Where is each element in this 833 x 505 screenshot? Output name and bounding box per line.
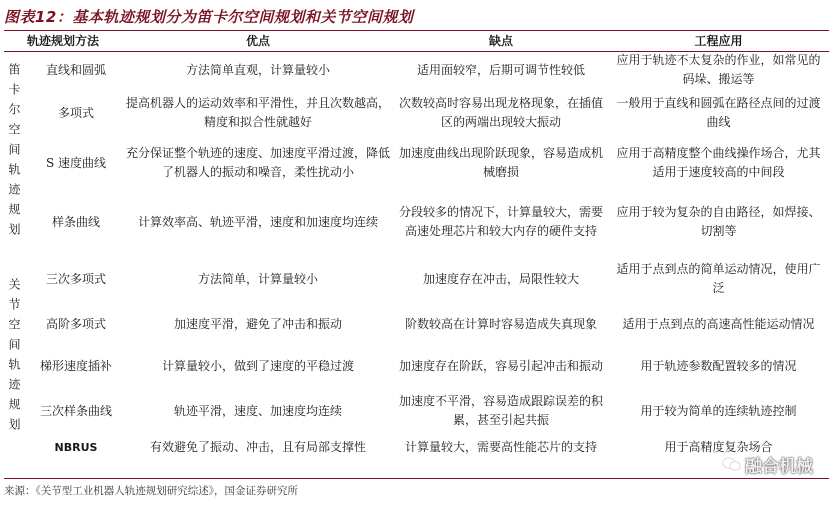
row-application: 适用于点到点的高速高性能运动情况 <box>622 316 815 331</box>
row-method: 梯形速度插补 <box>40 358 113 373</box>
row-cons: 适用面较窄，后期可调节性较低 <box>417 62 586 77</box>
row-application: 一般用于直线和圆弧在路径点间的过渡曲线 <box>616 96 821 129</box>
table-row <box>4 387 829 435</box>
group-cartesian-label: 笛卡尔空间轨迹规划 <box>7 63 21 243</box>
row-method: 高阶多项式 <box>46 316 107 331</box>
table-row <box>4 51 829 89</box>
watermark <box>723 452 813 476</box>
table-row <box>4 89 829 137</box>
table-row <box>4 303 829 345</box>
wechat-icon <box>723 457 741 471</box>
row-cons: 次数较高时容易出现龙格现象，在插值区的两端出现较大振动 <box>399 96 604 129</box>
source-note: 来源：《关节型工业机器人轨迹规划研究综述》，国金证券研究所 <box>4 485 298 497</box>
header-cons: 缺点 <box>489 33 514 48</box>
row-pros: 轨迹平滑，速度、加速度均连续 <box>174 403 343 418</box>
group-joint-label: 关节空间轨迹规划 <box>7 277 21 438</box>
row-method: 三次样条曲线 <box>40 403 113 418</box>
bottom-rule <box>4 478 829 479</box>
group-joint-cell <box>4 255 30 460</box>
row-method: 直线和圆弧 <box>46 62 107 77</box>
row-application: 用于轨迹参数配置较多的情况 <box>640 358 797 373</box>
header-application: 工程应用 <box>694 33 743 48</box>
row-method: NBRUS <box>54 441 98 454</box>
row-pros: 有效避免了振动、冲击，且有局部支撑性 <box>150 440 367 454</box>
row-cons: 分段较多的情况下，计算量较大，需要高速处理芯片和较大内存的硬件支持 <box>399 205 604 238</box>
group-cartesian-cell <box>4 51 30 255</box>
row-pros: 加速度平滑，避免了冲击和振动 <box>174 316 343 331</box>
row-application: 适用于点到点的简单运动情况，使用广泛 <box>616 262 821 295</box>
row-cons: 计算量较大，需要高性能芯片的支持 <box>405 440 598 454</box>
row-method: 三次多项式 <box>46 271 107 286</box>
row-application: 应用于轨迹不太复杂的作业，如常见的码垛、搬运等 <box>616 53 821 86</box>
table-row <box>4 189 829 255</box>
row-application: 应用于高精度整个曲线操作场合，尤其适用于速度较高的中间段 <box>616 146 821 179</box>
row-method: S 速度曲线 <box>45 155 107 170</box>
table-row <box>4 345 829 387</box>
row-pros: 计算效率高、轨迹平滑，速度和加速度均连续 <box>138 214 379 229</box>
row-application: 用于高精度复杂场合 <box>664 440 773 454</box>
table-row <box>4 435 829 460</box>
row-cons: 加速度存在冲击，局限性较大 <box>423 271 580 286</box>
header-method: 轨迹规划方法 <box>27 33 100 48</box>
row-pros: 方法简单直观，计算量较小 <box>186 62 331 77</box>
row-pros: 提高机器人的运动效率和平滑性，并且次数越高，精度和拟合性就越好 <box>126 96 391 129</box>
table-row <box>4 137 829 189</box>
row-method: 多项式 <box>58 105 95 120</box>
row-cons: 加速度不平滑，容易造成跟踪误差的积累，甚至引起共振 <box>399 394 604 427</box>
row-method: 样条曲线 <box>52 214 101 229</box>
table-row <box>4 255 829 303</box>
header-pros: 优点 <box>246 33 271 48</box>
row-cons: 加速度存在阶跃，容易引起冲击和振动 <box>399 358 604 373</box>
row-pros: 计算量较小，做到了速度的平稳过渡 <box>162 358 355 373</box>
trajectory-planning-table <box>4 31 829 460</box>
row-pros: 充分保证整个轨迹的速度、加速度平滑过渡，降低了机器人的振动和噪音，柔性扰动小 <box>126 146 391 179</box>
figure-title: 图表12：基本轨迹规划分为笛卡尔空间规划和关节空间规划 <box>4 8 414 26</box>
watermark-text: 融合机械 <box>745 456 813 477</box>
row-application: 用于较为简单的连续轨迹控制 <box>640 403 797 418</box>
row-pros: 方法简单，计算量较小 <box>198 271 319 286</box>
row-application: 应用于较为复杂的自由路径，如焊接、切割等 <box>616 205 821 238</box>
table-header-row <box>4 31 829 51</box>
row-cons: 阶数较高在计算时容易造成失真现象 <box>405 316 598 331</box>
row-cons: 加速度曲线出现阶跃现象，容易造成机械磨损 <box>399 146 604 179</box>
